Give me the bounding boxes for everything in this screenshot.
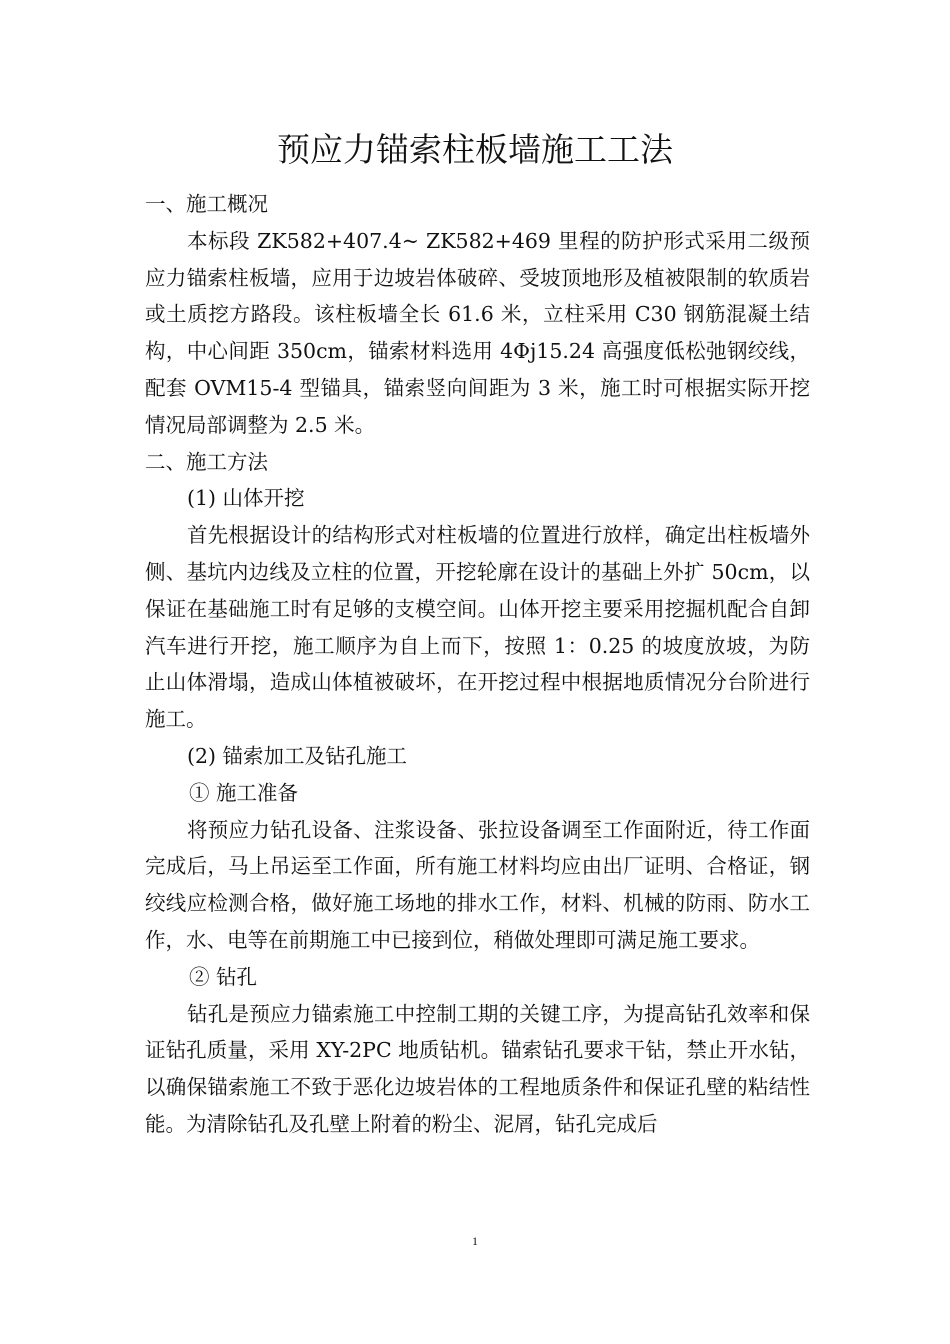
section-heading: 二、施工方法 [145, 449, 268, 474]
section-heading: 一、施工概况 [145, 192, 268, 216]
document-title: 预应力锚索柱板墙施工工法 [277, 130, 673, 169]
paragraph: 本标段 ZK582+407.4~ ZK582+469 里程的防护形式采用二级预应力锚索柱板墙，应用于边坡岩体破碎、受坡顶地形及植被限制的软质岩或土质挖方路段。该柱板墙全长 61.6 米，立柱采用 C30 钢筋混凝土结构，中心间距 350cm，锚索材料选用 4Φj15.24 高强度低松弛钢绞线，配套 OVM15-4 型锚具，锚索竖向间距为 3 米，施工时可根据实际开挖情况局部调整为 2.5 米。 [145, 228, 810, 437]
document-body [145, 186, 810, 1143]
page-number: 1 [472, 1234, 478, 1248]
subsection-heading: (1) 山体开挖 [187, 486, 305, 511]
paragraph: 首先根据设计的结构形式对柱板墙的位置进行放样，确定出柱板墙外侧、基坑内边线及立柱的位置，开挖轮廓在设计的基础上外扩 50cm，以保证在基础施工时有足够的支模空间。山体开挖主要采用挖掘机配合自卸汽车进行开挖，施工顺序为自上而下，按照 1：0.25 的坡度放坡，为防止山体滑塌，造成山体植被破坏，在开挖过程中根据地质情况分台阶进行施工。 [145, 523, 810, 732]
subsection-heading: (2) 锚索加工及钻孔施工 [187, 743, 408, 768]
paragraph: 将预应力钻孔设备、注浆设备、张拉设备调至工作面附近，待工作面完成后，马上吊运至工作面，所有施工材料均应由出厂证明、合格证，钢绞线应检测合格，做好施工场地的排水工作，材料、机械的防雨、防水工作，水、电等在前期施工中已接到位，稍做处理即可满足施工要求。 [145, 817, 810, 952]
step-heading: ① 施工准备 [189, 780, 299, 805]
step-heading: ② 钻孔 [189, 964, 258, 989]
paragraph: 钻孔是预应力锚索施工中控制工期的关键工序，为提高钻孔效率和保证钻孔质量，采用 XY-2PC 地质钻机。锚索钻孔要求干钻，禁止开水钻，以确保锚索施工不致于恶化边坡岩体的工程地质条件和保证孔壁的粘结性能。为清除钻孔及孔壁上附着的粉尘、泥屑，钻孔完成后 [145, 1001, 810, 1136]
